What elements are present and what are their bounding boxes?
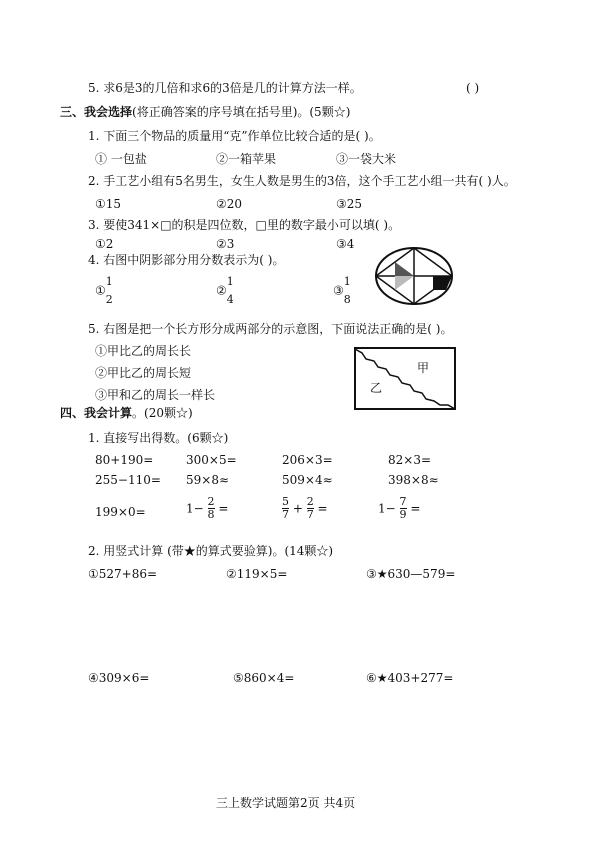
q2-option-1[interactable]: ①15 <box>95 197 122 211</box>
q3-option-1[interactable]: ①2 <box>95 237 114 251</box>
q3-option-3[interactable]: ③4 <box>336 237 355 251</box>
q5-option-3[interactable]: ③甲和乙的周长一样长 <box>95 388 216 402</box>
q2-option-3[interactable]: ③25 <box>336 197 363 211</box>
q4-option-3-fraction <box>344 276 351 306</box>
vertical-calc-1: ①527+86= <box>88 567 158 581</box>
calc-r3-3 <box>282 496 328 521</box>
fraction-numerator: 1 <box>343 275 351 288</box>
fraction-numerator: 5 <box>282 495 289 508</box>
calc-r1-2: 300×5= <box>186 453 237 467</box>
calc-r1-3: 206×3= <box>282 453 333 467</box>
calc-r3-2 <box>186 496 228 521</box>
fraction-denominator: 2 <box>105 293 113 306</box>
expr-prefix: 1− <box>186 501 204 516</box>
section4-title: 四、我会计算 <box>60 406 133 420</box>
fraction-numerator: 1 <box>105 275 113 288</box>
calc-r1-1: 80+190= <box>95 453 154 467</box>
fraction-numerator: 2 <box>207 495 215 508</box>
part2-title: 2. 用竖式计算 (带★的算式要验算)。(14颗☆) <box>88 544 334 558</box>
judge-q5-answer-paren[interactable]: ( ) <box>466 81 480 95</box>
fraction-numerator: 7 <box>399 495 407 508</box>
q5-label-yi: 乙 <box>370 381 383 395</box>
fraction-denominator: 9 <box>399 508 407 521</box>
page-footer: 三上数学试题第2页 共4页 <box>216 796 356 810</box>
q4-option-2-fraction <box>227 276 234 306</box>
q5-option-2[interactable]: ②甲比乙的周长短 <box>95 366 192 380</box>
calc-r2-2: 59×8≈ <box>186 473 230 487</box>
fraction-denominator: 8 <box>207 508 215 521</box>
calc-r1-4: 82×3= <box>388 453 432 467</box>
fraction-denominator: 8 <box>343 293 351 306</box>
judge-q5-text: 5. 求6是3的几倍和求6的3倍是几的计算方法一样。 <box>88 81 362 95</box>
section3-title: 三、我会选择 <box>60 105 133 119</box>
fraction <box>208 496 215 521</box>
vertical-calc-3: ③★630—579= <box>366 567 456 581</box>
fraction <box>282 496 289 521</box>
q1-text: 1. 下面三个物品的质量用“克”作单位比较合适的是( )。 <box>88 129 381 143</box>
expr-equals: = <box>410 501 421 516</box>
expr-equals: = <box>317 501 328 516</box>
q4-text: 4. 右图中阴影部分用分数表示为( )。 <box>88 253 285 267</box>
q4-option-1[interactable] <box>95 276 113 306</box>
calc-r3-1: 199×0= <box>95 505 146 519</box>
fraction-numerator: 1 <box>226 275 234 288</box>
q5-option-1[interactable]: ①甲比乙的周长长 <box>95 344 192 358</box>
fraction-numerator: 2 <box>306 495 314 508</box>
q4-option-3-num: ③ <box>333 283 344 298</box>
q4-option-2-num: ② <box>216 283 227 298</box>
q4-option-2[interactable] <box>216 276 234 306</box>
q3-text: 3. 要使341×□的积是四位数，□里的数字最小可以填( )。 <box>88 218 401 232</box>
vertical-calc-4: ④309×6= <box>88 671 150 685</box>
calc-r2-1: 255−110= <box>95 473 161 487</box>
q5-text: 5. 右图是把一个长方形分成两部分的示意图，下面说法正确的是( )。 <box>88 322 453 336</box>
fraction <box>307 496 314 521</box>
q1-option-2[interactable]: ②一箱苹果 <box>216 152 277 166</box>
fraction-denominator: 4 <box>226 293 234 306</box>
vertical-calc-5: ⑤860×4= <box>233 671 295 685</box>
fraction-denominator: 7 <box>282 508 289 521</box>
q5-rectangle-figure <box>354 347 456 410</box>
q5-label-jia: 甲 <box>417 361 430 375</box>
q2-text: 2. 手工艺小组有5名男生，女生人数是男生的3倍，这个手工艺小组一共有( )人。 <box>88 174 516 188</box>
expr-equals: = <box>218 501 229 516</box>
calc-r2-3: 509×4≈ <box>282 473 333 487</box>
q1-option-1[interactable]: ① 一包盐 <box>95 152 147 166</box>
q4-option-3[interactable] <box>333 276 351 306</box>
section4-score: 。(20颗☆) <box>132 406 193 420</box>
q4-ellipse-figure <box>374 246 454 306</box>
section4-heading <box>60 405 193 421</box>
q4-option-1-num: ① <box>95 283 106 298</box>
q2-option-2[interactable]: ②20 <box>216 197 243 211</box>
section3-instruction: (将正确答案的序号填在括号里)。(5颗☆) <box>132 105 351 119</box>
part1-title: 1. 直接写出得数。(6颗☆) <box>88 431 229 445</box>
calc-r2-4: 398×8≈ <box>388 473 439 487</box>
calc-r3-4 <box>378 496 420 521</box>
q1-option-3[interactable]: ③一袋大米 <box>336 152 397 166</box>
vertical-calc-2: ②119×5= <box>226 567 288 581</box>
section3-heading <box>60 104 350 120</box>
q4-option-1-fraction <box>106 276 113 306</box>
expr-prefix: 1− <box>378 501 396 516</box>
fraction <box>400 496 407 521</box>
fraction-denominator: 7 <box>306 508 314 521</box>
q3-option-2[interactable]: ②3 <box>216 237 235 251</box>
expr-plus: + <box>292 501 303 516</box>
vertical-calc-6: ⑥★403+277= <box>366 671 454 685</box>
